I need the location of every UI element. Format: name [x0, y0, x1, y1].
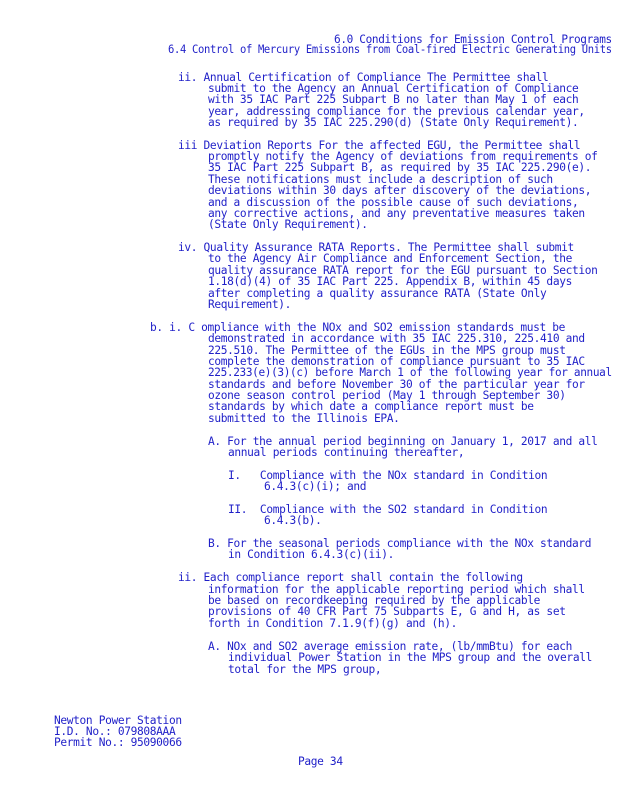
- item-b-i-line-5: 225.233(e)(3)(c) before March 1 of the following year for annual: [208, 366, 612, 379]
- item-II-line-1: II. Compliance with the SO2 standard in Condition: [228, 503, 548, 516]
- item-B-line-2: in Condition 6.4.3(c)(ii).: [228, 548, 395, 561]
- item-b-i-line-3: 225.510. The Permittee of the EGUs in the MPS group must: [208, 344, 566, 357]
- item-A-nox-line-2: individual Power Station in the MPS group and the overall: [228, 651, 592, 664]
- item-iv-line-3: quality assurance RATA report for the EGU pursuant to Section: [208, 264, 598, 277]
- item-iv-line-5: after completing a quality assurance RATA (State Only: [208, 287, 547, 300]
- subsection-header: 6.4 Control of Mercury Emissions from Coal-fired Electric Generating Units: [168, 43, 612, 56]
- item-iii-line-7: any corrective actions, and any preventative measures taken: [208, 207, 585, 220]
- item-ii-line-2: submit to the Agency an Annual Certification of Compliance: [208, 82, 579, 95]
- item-A-line-2: annual periods continuing thereafter,: [228, 446, 465, 459]
- item-b-i-line-2: demonstrated in accordance with 35 IAC 225.310, 225.410 and: [208, 332, 585, 345]
- item-b-i-line-9: submitted to the Illinois EPA.: [208, 412, 400, 425]
- item-b-i-line-1: b. i. C ompliance with the NOx and SO2 emission standards must be: [150, 321, 566, 334]
- item-iii-line-8: (State Only Requirement).: [208, 218, 368, 231]
- page-number: Page 34: [298, 755, 343, 768]
- item-iv-line-6: Requirement).: [208, 298, 292, 311]
- item-ii-line-3: with 35 IAC Part 225 Subpart B no later than May 1 of each: [208, 93, 579, 106]
- item-A-nox-line-3: total for the MPS group,: [228, 663, 382, 676]
- item-ii-report-line-3: be based on recordkeeping required by the applicable: [208, 594, 541, 607]
- item-A-line-1: A. For the annual period beginning on January 1, 2017 and all: [208, 435, 598, 448]
- item-I-line-1: I. Compliance with the NOx standard in Condition: [228, 469, 548, 482]
- item-iv-line-1: iv. Quality Assurance RATA Reports. The Permittee shall submit: [178, 241, 574, 254]
- item-b-i-line-6: standards and before November 30 of the particular year for: [208, 378, 585, 391]
- item-ii-report-line-4: provisions of 40 CFR Part 75 Subparts E, G and H, as set: [208, 605, 566, 618]
- item-ii-report-line-1: ii. Each compliance report shall contain the following: [178, 571, 523, 584]
- item-ii-line-1: ii. Annual Certification of Compliance The Permittee shall: [178, 71, 549, 84]
- item-A-nox-line-1: A. NOx and SO2 average emission rate, (lb/mmBtu) for each: [208, 640, 572, 653]
- section-header: 6.0 Conditions for Emission Control Programs: [334, 33, 612, 46]
- item-B-line-1: B. For the seasonal periods compliance with the NOx standard: [208, 537, 592, 550]
- item-iii-line-2: promptly notify the Agency of deviations from requirements of: [208, 150, 598, 163]
- item-ii-line-4: year, addressing compliance for the previous calendar year,: [208, 105, 585, 118]
- item-iii-line-3: 35 IAC Part 225 Subpart B, as required by 35 IAC 225.290(e).: [208, 161, 592, 174]
- footer-id-no: I.D. No.: 079808AAA: [54, 725, 176, 738]
- item-b-i-line-7: ozone season control period (May 1 through September 30): [208, 389, 566, 402]
- footer-station: Newton Power Station: [54, 714, 182, 727]
- item-iii-line-5: deviations within 30 days after discovery of the deviations,: [208, 184, 592, 197]
- item-b-i-line-4: complete the demonstration of compliance pursuant to 35 IAC: [208, 355, 585, 368]
- item-iii-line-6: and a discussion of the possible cause of such deviations,: [208, 196, 579, 209]
- item-ii-line-5: as required by 35 IAC 225.290(d) (State Only Requirement).: [208, 116, 579, 129]
- item-b-i-line-8: standards by which date a compliance report must be: [208, 400, 534, 413]
- item-iv-line-2: to the Agency Air Compliance and Enforcement Section, the: [208, 252, 572, 265]
- item-I-line-2: 6.4.3(c)(i); and: [264, 480, 367, 493]
- item-ii-report-line-2: information for the applicable reporting period which shall: [208, 583, 585, 596]
- item-iii-line-1: iii Deviation Reports For the affected EGU, the Permittee shall: [178, 139, 581, 152]
- item-iii-line-4: These notifications must include a description of such: [208, 173, 553, 186]
- item-ii-report-line-5: forth in Condition 7.1.9(f)(g) and (h).: [208, 617, 458, 630]
- footer-permit-no: Permit No.: 95090066: [54, 736, 182, 749]
- item-iv-line-4: 1.18(d)(4) of 35 IAC Part 225. Appendix B, within 45 days: [208, 275, 572, 288]
- item-II-line-2: 6.4.3(b).: [264, 514, 322, 527]
